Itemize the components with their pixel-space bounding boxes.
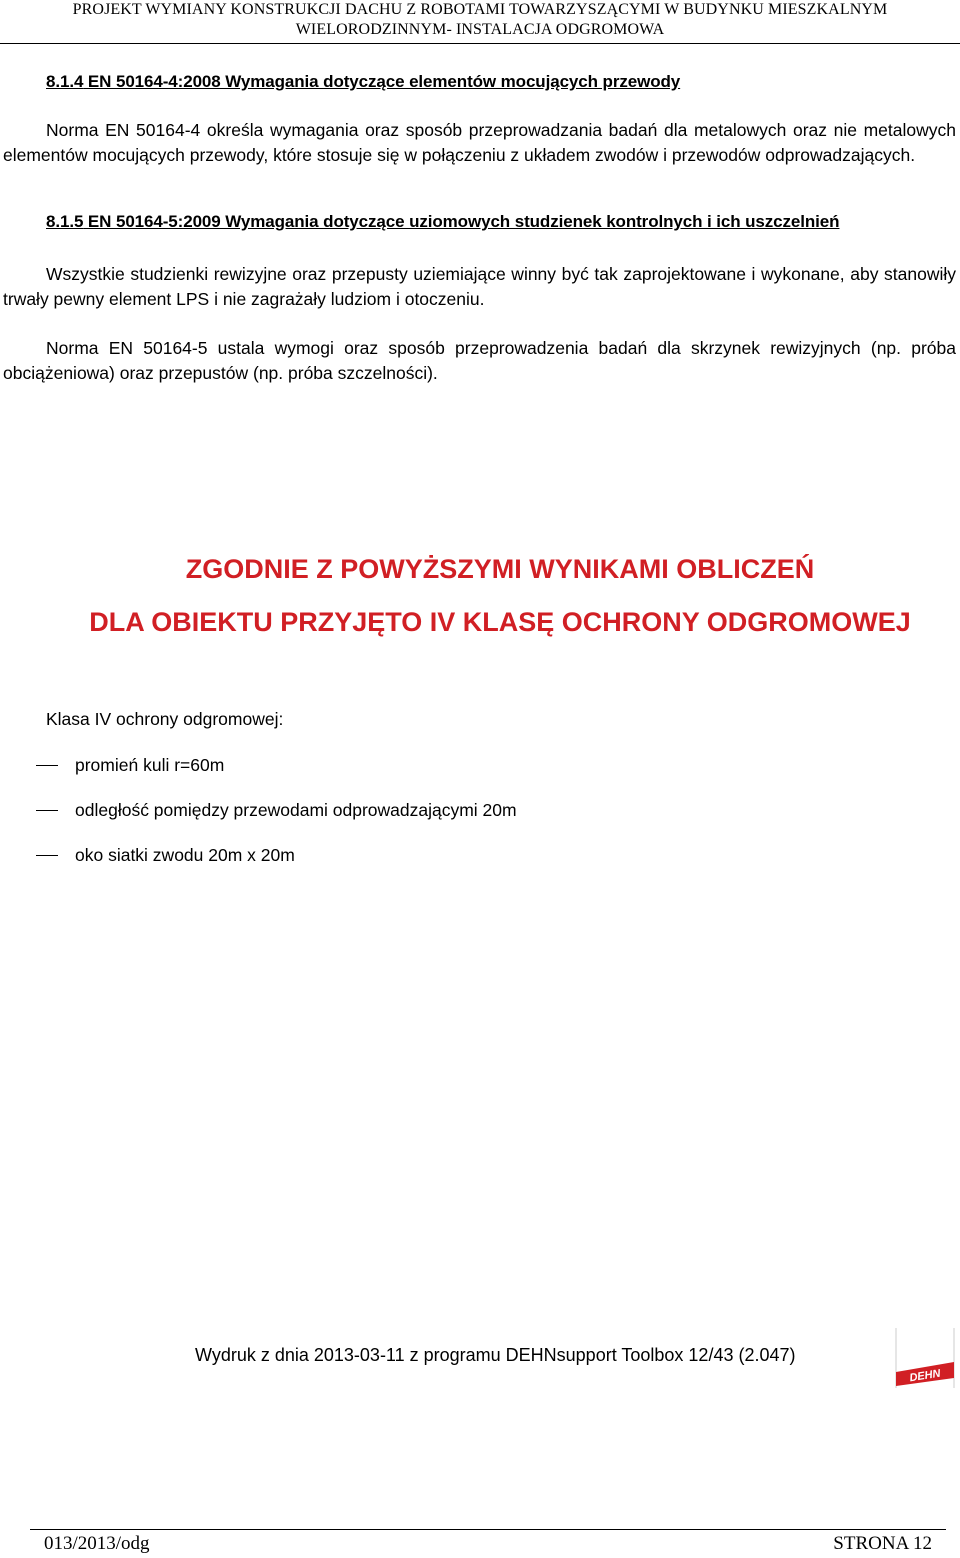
page-number: STRONA 12 [833, 1533, 932, 1554]
dash-bullet [36, 810, 58, 811]
section-number: 8.1.5 [46, 212, 84, 231]
paragraph-8-1-4: Norma EN 50164-4 określa wymagania oraz sposób przeprowadzania badań dla metalowych oraz nie metalowych elementów mocujących przewody, które stosuje się w połączeniu z układem zwodów i przewodów odprowadzających. [3, 120, 956, 165]
printout-note: Wydruk z dnia 2013-03-11 z programu DEHNsupport Toolbox 12/43 (2.047) [195, 1345, 796, 1365]
section-title: EN 50164-4:2008 Wymagania dotyczące elementów mocujących przewody [83, 72, 681, 91]
page-header [0, 0, 960, 44]
list-item [36, 755, 224, 776]
list-item [36, 845, 295, 866]
section-title: EN 50164-5:2009 Wymagania dotyczące uziomowych studzienek kontrolnych i ich uszczelnień [83, 212, 840, 231]
conclusion-line-1: ZGODNIE Z POWYŻSZYMI WYNIKAMI OBLICZEŃ [185, 554, 815, 584]
list-item-text: oko siatki zwodu 20m x 20m [75, 845, 295, 865]
list-item-text: promień kuli r=60m [75, 755, 225, 775]
list-item [36, 800, 517, 821]
dehn-logo [894, 1328, 956, 1388]
footer-divider [30, 1529, 946, 1530]
paragraph-8-1-5-b: Norma EN 50164-5 ustala wymogi oraz sposób przeprowadzenia badań dla skrzynek rewizyjnych (np. próba obciążeniowa) oraz przepustów (np. próba szczelności). [3, 338, 956, 383]
logo-text: DEHN [908, 1367, 942, 1385]
paragraph-8-1-5-a: Wszystkie studzienki rewizyjne oraz przepusty uziemiające winny być tak zaprojektowane i wykonane, aby stanowiły trwały pewny element LPS i nie zagrażały ludziom i otoczeniu. [3, 264, 956, 309]
header-line-2: WIELORODZINNYM- INSTALACJA ODGROMOWA [295, 21, 665, 38]
section-heading-8-1-5 [46, 212, 839, 232]
dash-bullet [36, 855, 58, 856]
section-number: 8.1.4 [46, 72, 84, 91]
list-item-text: odległość pomiędzy przewodami odprowadzającymi 20m [75, 800, 517, 820]
header-line-1: PROJEKT WYMIANY KONSTRUKCJI DACHU Z ROBOTAMI TOWARZYSZĄCYMI W BUDYNKU MIESZKALNYM [72, 1, 888, 18]
class-info-title: Klasa IV ochrony odgromowej: [46, 709, 284, 729]
header-divider [0, 43, 960, 44]
document-number: 013/2013/odg [44, 1533, 150, 1554]
section-heading-8-1-4 [46, 72, 680, 92]
conclusion-line-2: DLA OBIEKTU PRZYJĘTO IV KLASĘ OCHRONY ODGROMOWEJ [89, 607, 911, 637]
dash-bullet [36, 765, 58, 766]
